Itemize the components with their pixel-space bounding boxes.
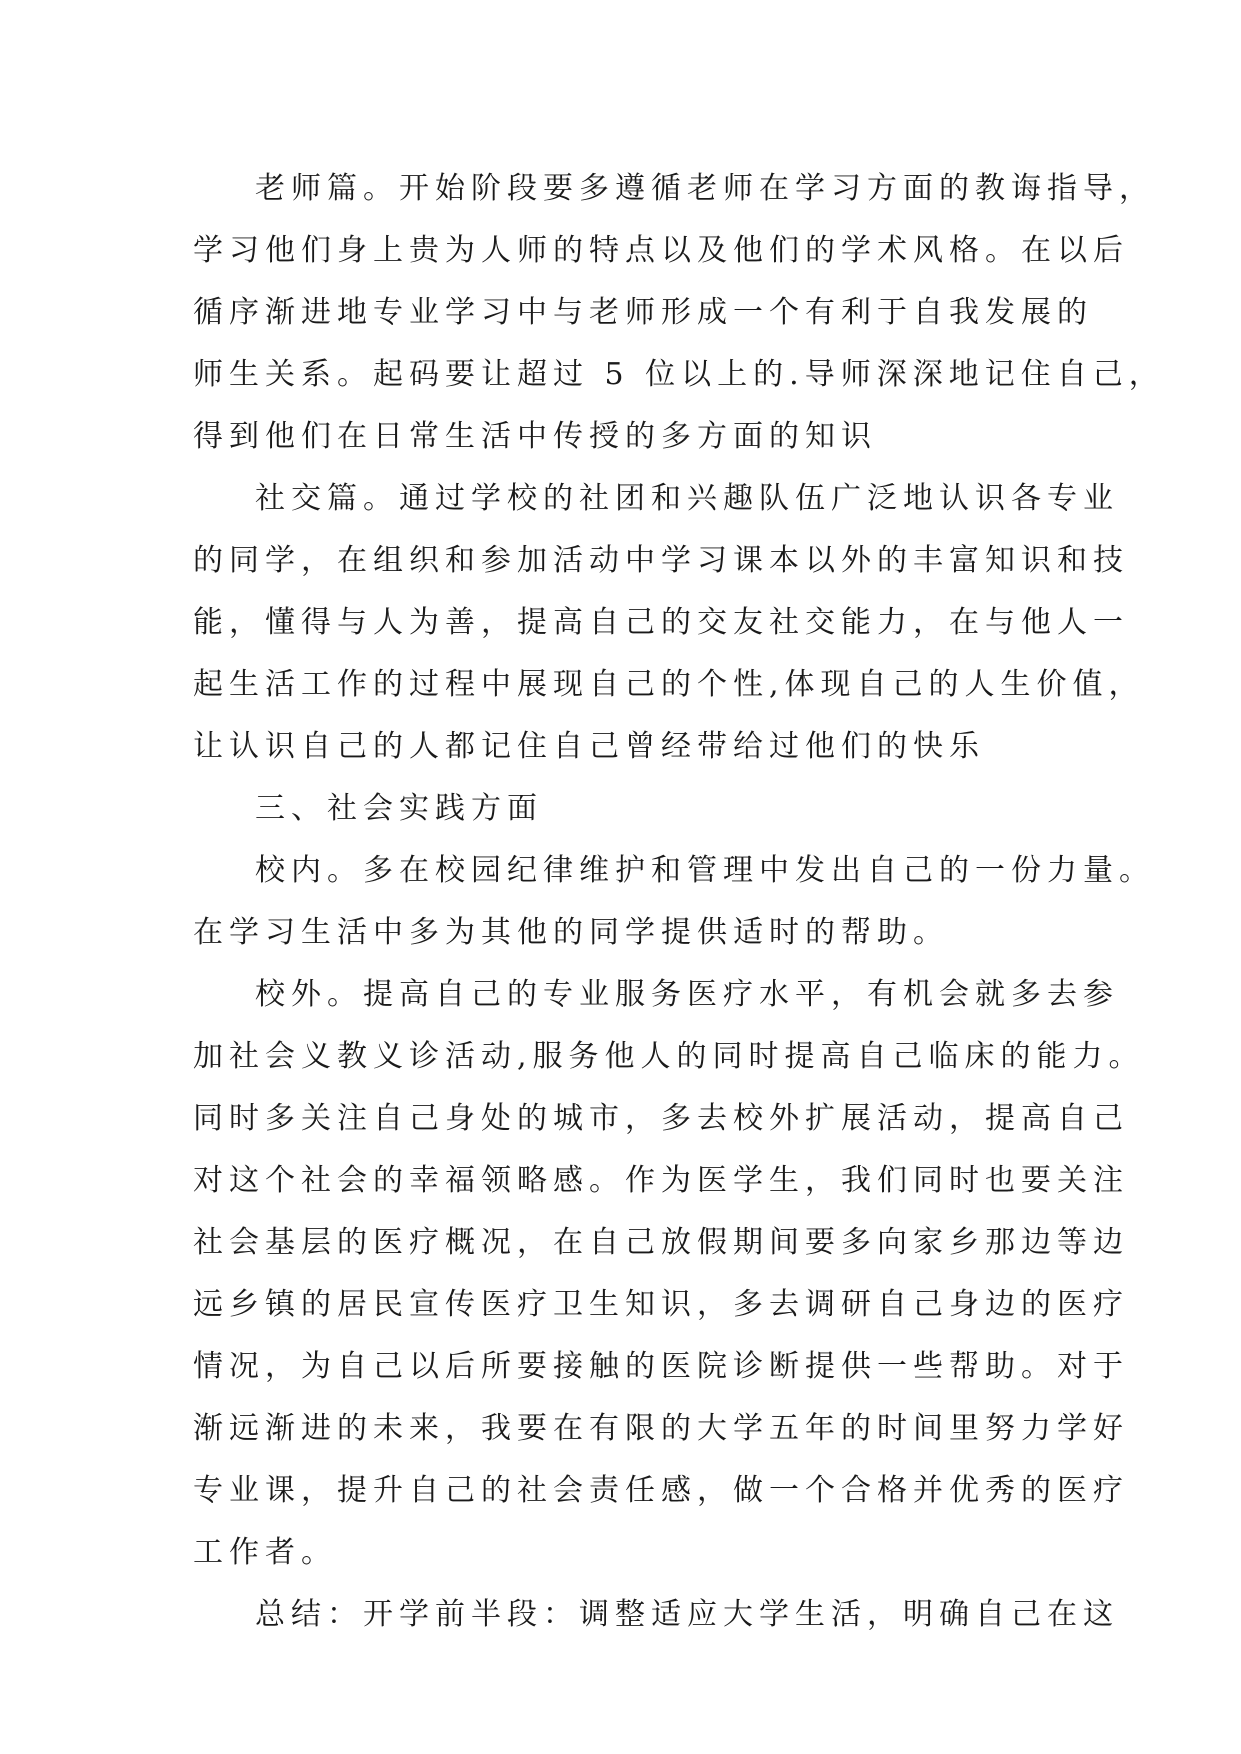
text-line: 循序渐进地专业学习中与老师形成一个有利于自我发展的 bbox=[193, 295, 1093, 330]
text-line: 校内。多在校园纪律维护和管理中发出自己的一份力量。 bbox=[255, 853, 1155, 888]
text-line: 在学习生活中多为其他的同学提供适时的帮助。 bbox=[193, 915, 949, 950]
text-line: 总结：开学前半段：调整适应大学生活，明确自己在这 bbox=[255, 1597, 1119, 1632]
text-line: 同时多关注自己身处的城市，多去校外扩展活动，提高自己 bbox=[193, 1101, 1129, 1136]
document-body bbox=[193, 158, 1165, 1646]
text-line: 加社会义教义诊活动,服务他人的同时提高自己临床的能力。 bbox=[193, 1039, 1145, 1074]
text-line: 社会基层的医疗概况，在自己放假期间要多向家乡那边等边 bbox=[193, 1225, 1129, 1260]
text-line: 起生活工作的过程中展现自己的个性,体现自己的人生价值， bbox=[193, 667, 1145, 702]
text-line: 让认识自己的人都记住自己曾经带给过他们的快乐 bbox=[193, 729, 985, 764]
text-line: 老师篇。开始阶段要多遵循老师在学习方面的教诲指导， bbox=[255, 171, 1155, 206]
text-line: 能，懂得与人为善，提高自己的交友社交能力，在与他人一 bbox=[193, 605, 1129, 640]
text-line: 师生关系。起码要让超过 5 位以上的.导师深深地记住自己， bbox=[193, 357, 1165, 392]
text-line: 社交篇。通过学校的社团和兴趣队伍广泛地认识各专业 bbox=[255, 481, 1119, 516]
text-line: 专业课，提升自己的社会责任感，做一个合格并优秀的医疗 bbox=[193, 1473, 1129, 1508]
text-line: 工作者。 bbox=[193, 1535, 337, 1570]
section-heading: 三、社会实践方面 bbox=[255, 791, 543, 826]
text-line: 渐远渐进的未来，我要在有限的大学五年的时间里努力学好 bbox=[193, 1411, 1129, 1446]
text-line: 得到他们在日常生活中传授的多方面的知识 bbox=[193, 419, 877, 454]
text-line: 远乡镇的居民宣传医疗卫生知识，多去调研自己身边的医疗 bbox=[193, 1287, 1129, 1322]
text-line: 的同学，在组织和参加活动中学习课本以外的丰富知识和技 bbox=[193, 543, 1129, 578]
text-line: 情况，为自己以后所要接触的医院诊断提供一些帮助。对于 bbox=[193, 1349, 1129, 1384]
text-line: 学习他们身上贵为人师的特点以及他们的学术风格。在以后 bbox=[193, 233, 1129, 268]
text-line: 对这个社会的幸福领略感。作为医学生，我们同时也要关注 bbox=[193, 1163, 1129, 1198]
text-line: 校外。提高自己的专业服务医疗水平，有机会就多去参 bbox=[255, 977, 1119, 1012]
